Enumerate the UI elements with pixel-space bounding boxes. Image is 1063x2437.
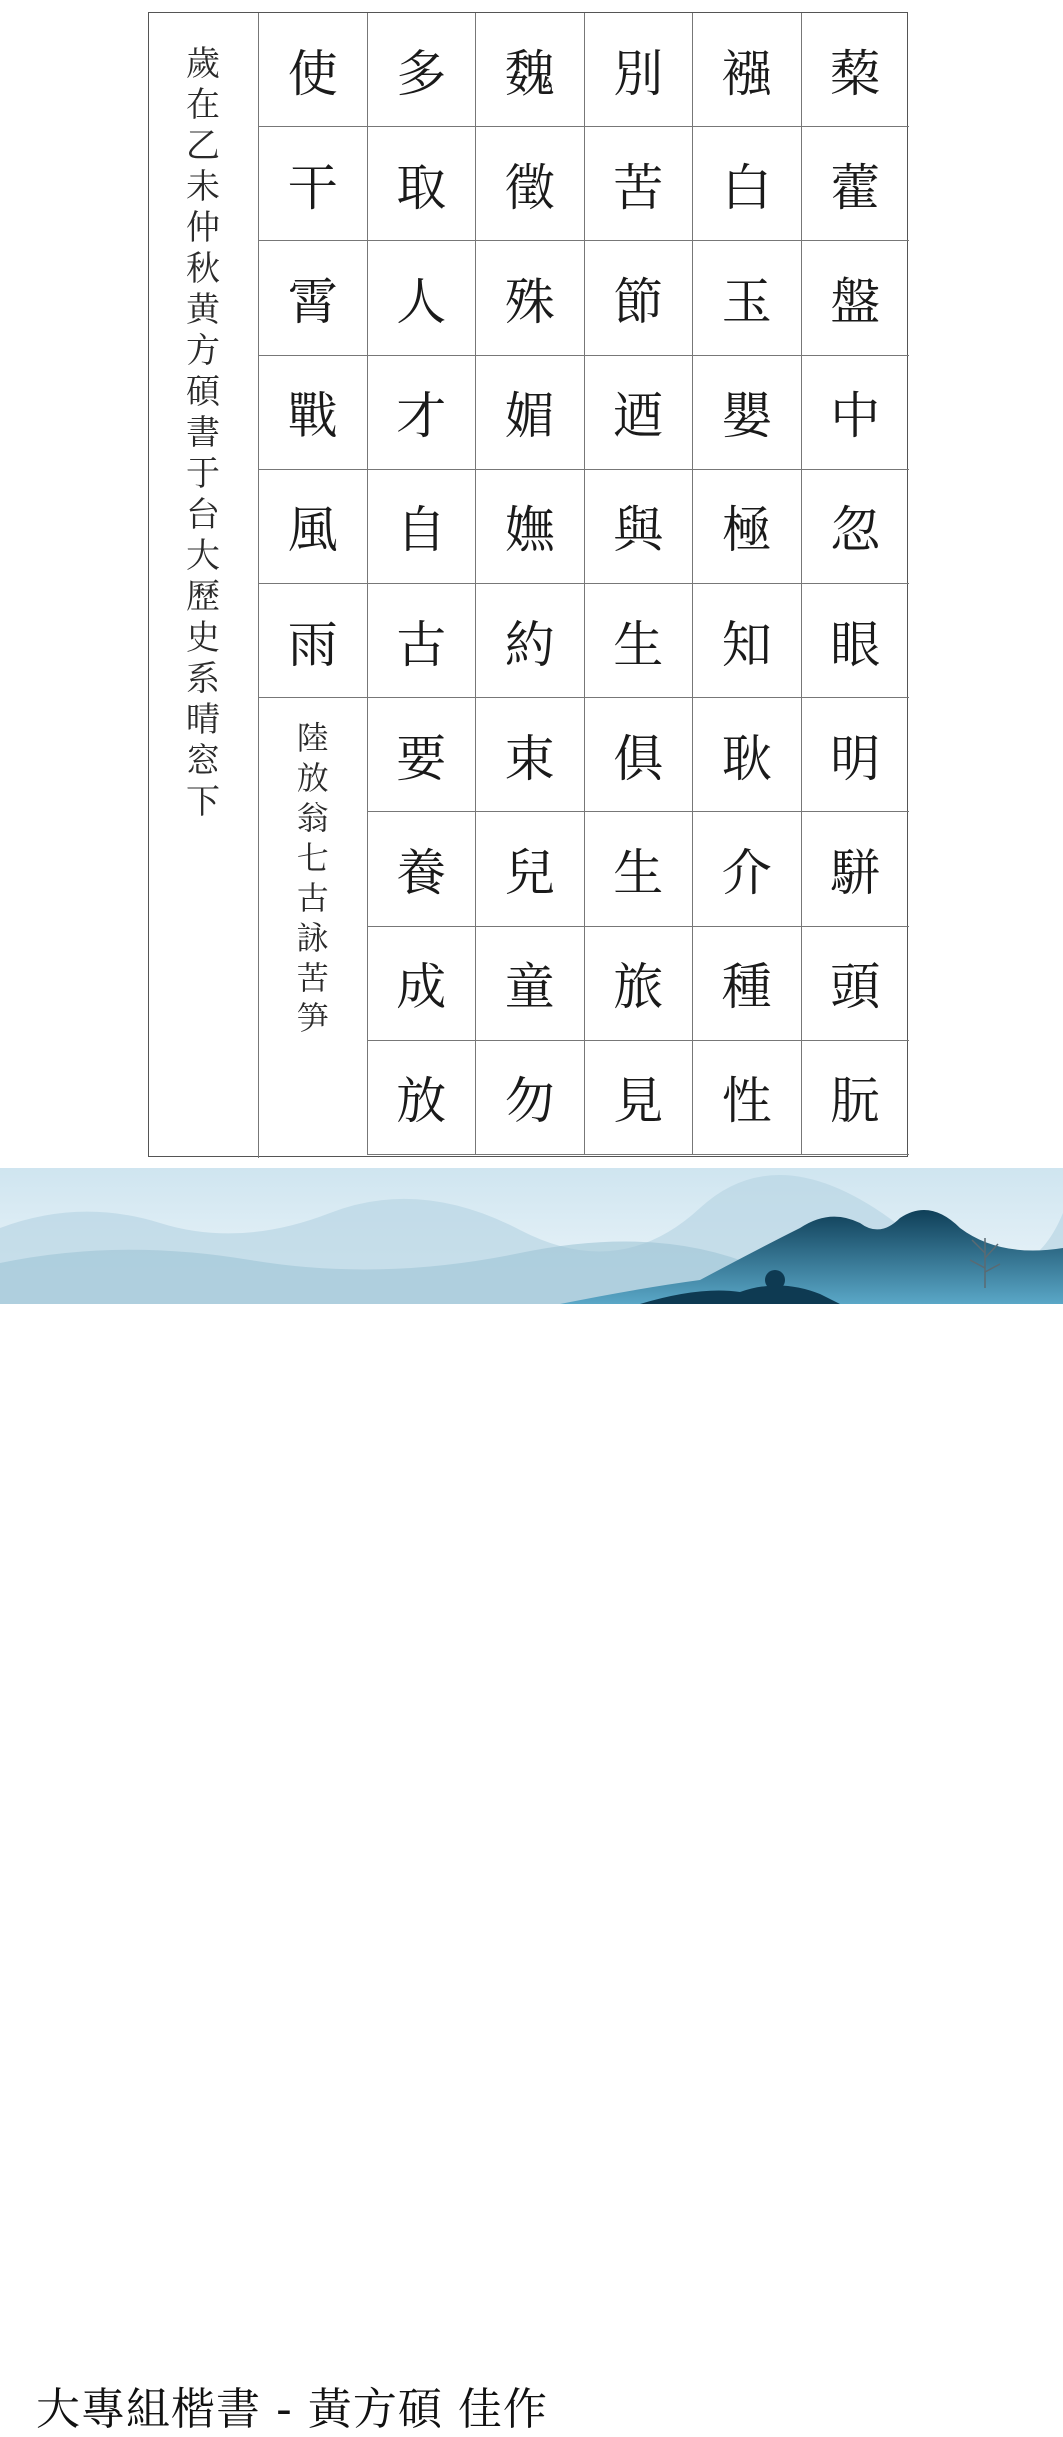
character-cell: 中 [801,356,910,470]
character-cell: 才 [367,356,476,470]
character-cell: 忽 [801,470,910,584]
character-cell: 旅 [584,927,693,1041]
character-cell: 使 [258,13,367,127]
character-cell: 勿 [475,1041,584,1155]
character-cell: 介 [692,812,801,926]
character-cell: 盤 [801,241,910,355]
character-cell: 徵 [475,127,584,241]
character-cell: 魏 [475,13,584,127]
character-cell: 種 [692,927,801,1041]
character-cell: 迺 [584,356,693,470]
character-cell: 霄 [258,241,367,355]
character-cell: 要 [367,698,476,812]
character-cell: 極 [692,470,801,584]
source-note-text: 陸 放 翁 七 古 詠 苦 笋 [296,719,329,1038]
character-cell: 約 [475,584,584,698]
character-cell: 殊 [475,241,584,355]
character-cell: 苦 [584,127,693,241]
character-cell: 知 [692,584,801,698]
character-cell: 白 [692,127,801,241]
character-cell: 風 [258,470,367,584]
character-cell: 多 [367,13,476,127]
character-cell: 自 [367,470,476,584]
character-cell: 生 [584,584,693,698]
character-cell: 藿 [801,127,910,241]
colophon-column [149,13,257,1156]
character-cell: 耿 [692,698,801,812]
character-cell: 明 [801,698,910,812]
calligraphy-sheet [148,12,908,1157]
character-cell: 人 [367,241,476,355]
character-cell: 雨 [258,584,367,698]
character-cell: 眼 [801,584,910,698]
character-cell: 童 [475,927,584,1041]
character-cell: 性 [692,1041,801,1155]
character-cell: 古 [367,584,476,698]
character-cell: 束 [475,698,584,812]
character-cell: 別 [584,13,693,127]
character-cell: 媚 [475,356,584,470]
character-cell: 俱 [584,698,693,812]
character-cell: 嫵 [475,470,584,584]
banner [0,1168,1063,2435]
character-cell: 駢 [801,812,910,926]
character-cell: 兒 [475,812,584,926]
source-note [258,698,367,1158]
character-cell: 朊 [801,1041,910,1155]
character-cell: 見 [584,1041,693,1155]
character-cell: 節 [584,241,693,355]
colophon-text: 歲 在 乙 未 仲 秋 黄 方 碩 書 于 台 大 歷 史 系 晴 窓 下 [186,44,220,822]
character-cell: 取 [367,127,476,241]
character-cell: 玉 [692,241,801,355]
character-cell: 嬰 [692,356,801,470]
mountain-landscape-illustration [0,1168,1063,1304]
character-cell: 養 [367,812,476,926]
character-cell: 放 [367,1041,476,1155]
character-cell: 頭 [801,927,910,1041]
caption: 大專組楷書 - 黃方碩 佳作 [36,2384,548,2435]
character-cell: 與 [584,470,693,584]
character-cell: 襁 [692,13,801,127]
character-cell: 蔾 [801,13,910,127]
character-cell: 生 [584,812,693,926]
character-cell: 干 [258,127,367,241]
character-cell: 成 [367,927,476,1041]
character-cell: 戰 [258,356,367,470]
